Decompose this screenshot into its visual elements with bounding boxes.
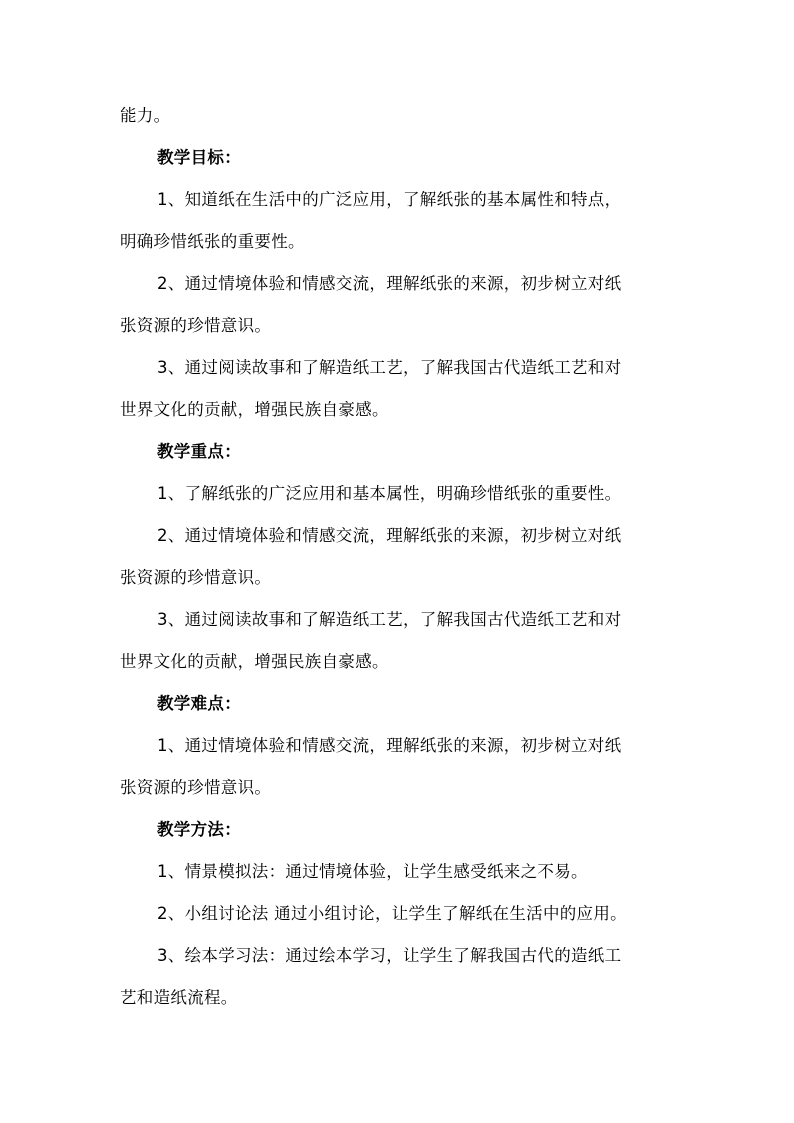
- section-heading-difficulties: 教学难点：: [157, 694, 241, 713]
- section-heading-key-points: 教学重点：: [157, 442, 241, 461]
- paragraph-line: 2、通过情境体验和情感交流，理解纸张的来源，初步树立对纸: [157, 526, 622, 545]
- paragraph-line: 2、小组讨论法 通过小组讨论，让学生了解纸在生活中的应用。: [157, 904, 627, 923]
- paragraph-line: 2、通过情境体验和情感交流，理解纸张的来源，初步树立对纸: [157, 274, 622, 293]
- paragraph-line: 能力。: [120, 106, 171, 125]
- paragraph-line: 艺和造纸流程。: [120, 988, 238, 1007]
- paragraph-line: 世界文化的贡献，增强民族自豪感。: [120, 652, 389, 671]
- paragraph-line: 1、情景模拟法：通过情境体验，让学生感受纸来之不易。: [157, 862, 588, 881]
- paragraph-line: 1、了解纸张的广泛应用和基本属性，明确珍惜纸张的重要性。: [157, 484, 622, 503]
- paragraph-line: 张资源的珍惜意识。: [120, 778, 272, 797]
- paragraph-line: 世界文化的贡献，增强民族自豪感。: [120, 400, 389, 419]
- section-heading-methods: 教学方法：: [157, 820, 241, 839]
- paragraph-line: 1、通过情境体验和情感交流，理解纸张的来源，初步树立对纸: [157, 736, 622, 755]
- paragraph-line: 3、通过阅读故事和了解造纸工艺，了解我国古代造纸工艺和对: [157, 610, 622, 629]
- paragraph-line: 张资源的珍惜意识。: [120, 568, 272, 587]
- paragraph-line: 3、通过阅读故事和了解造纸工艺，了解我国古代造纸工艺和对: [157, 358, 622, 377]
- paragraph-line: 1、知道纸在生活中的广泛应用，了解纸张的基本属性和特点，: [157, 190, 622, 209]
- paragraph-line: 明确珍惜纸张的重要性。: [120, 232, 305, 251]
- paragraph-line: 张资源的珍惜意识。: [120, 316, 272, 335]
- paragraph-line: 3、绘本学习法：通过绘本学习，让学生了解我国古代的造纸工: [157, 946, 622, 965]
- section-heading-objectives: 教学目标：: [157, 148, 241, 167]
